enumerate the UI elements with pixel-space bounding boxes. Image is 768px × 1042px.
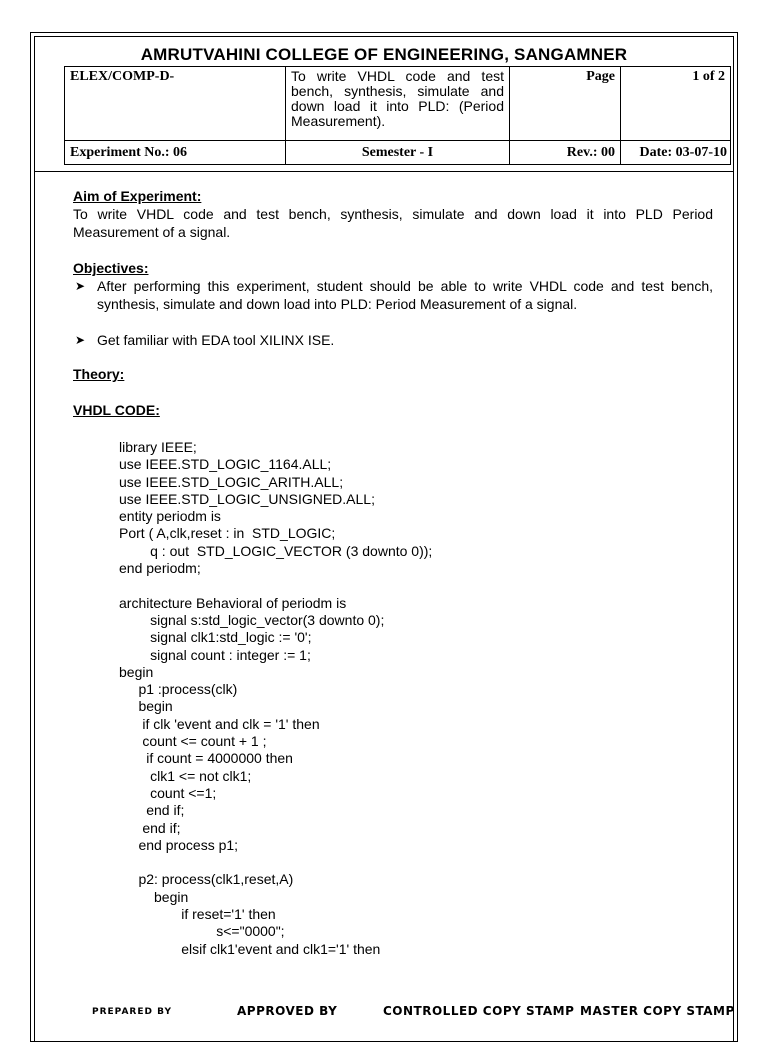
code-line: count <= count + 1 ; [119, 733, 267, 750]
code-line [119, 854, 713, 871]
controlled-copy-stamp-label: CONTROLLED COPY STAMP [383, 1004, 575, 1018]
vhdl-code-block [119, 439, 713, 958]
code-line: begin [119, 698, 173, 715]
college-name: AMRUTVAHINI COLLEGE OF ENGINEERING, SANGAMNER [140, 45, 628, 64]
page-number: 1 of 2 [621, 67, 731, 141]
doc-code: ELEX/COMP-D- [65, 67, 286, 141]
objective-item: ➤ Get familiar with EDA tool XILINX ISE. [75, 332, 335, 348]
master-copy-stamp-label: MASTER COPY STAMP [580, 1004, 735, 1018]
code-line: signal clk1:std_logic := '0'; [119, 629, 312, 646]
date: Date: 03-07-10 [621, 141, 731, 165]
code-line: Port ( A,clk,reset : in STD_LOGIC; [119, 525, 336, 542]
code-line: signal count : integer := 1; [119, 646, 311, 663]
code-line: library IEEE; [119, 439, 197, 455]
code-line: entity periodm is [119, 508, 221, 525]
code-line: end process p1; [119, 836, 239, 853]
code-line: signal s:std_logic_vector(3 downto 0); [119, 611, 385, 628]
code-line: begin [119, 663, 154, 680]
aim-heading: Aim of Experiment: [73, 188, 202, 204]
code-line: clk1 <= not clk1; [119, 767, 252, 784]
code-line: begin [119, 888, 189, 905]
arrow-bullet-icon: ➤ [75, 279, 86, 293]
code-line: end if; [119, 802, 185, 819]
code-line: p1 :process(clk) [119, 681, 238, 698]
aim-text: To write VHDL code and test bench, synthesis, simulate and down load it into PLD Period Measurement of a signal. [73, 206, 713, 240]
experiment-number: Experiment No.: 06 [65, 141, 286, 165]
code-line: if count = 4000000 then [119, 750, 293, 767]
objectives-heading: Objectives: [73, 260, 149, 276]
code-line: p2: process(clk1,reset,A) [119, 871, 294, 888]
code-line: if clk 'event and clk = '1' then [119, 715, 320, 732]
code-line: use IEEE.STD_LOGIC_UNSIGNED.ALL; [119, 490, 375, 507]
code-line: if reset='1' then [119, 906, 276, 923]
code-line: s<="0000"; [119, 923, 285, 940]
code-line: count <=1; [119, 784, 217, 801]
code-line: end if; [119, 819, 181, 836]
approved-by-label: APPROVED BY [237, 1004, 338, 1018]
header-table [64, 66, 731, 165]
code-line: use IEEE.STD_LOGIC_1164.ALL; [119, 456, 332, 473]
code-line: end periodm; [119, 560, 201, 577]
code-line: use IEEE.STD_LOGIC_ARITH.ALL; [119, 473, 344, 490]
semester: Semester - I [286, 141, 510, 165]
theory-heading: Theory: [73, 366, 125, 382]
code-line: architecture Behavioral of periodm is [119, 594, 347, 611]
code-line: elsif clk1'event and clk1='1' then [119, 940, 381, 957]
page-label: Page [510, 67, 621, 141]
code-line [119, 577, 713, 594]
prepared-by-label: PREPARED BY [92, 1007, 172, 1017]
objectives-list [73, 277, 713, 349]
experiment-title: To write VHDL code and test bench, synthesis, simulate and down load it into PLD: (Period Measurement). [286, 67, 510, 141]
objective-item: ➤ After performing this experiment, student should be able to write VHDL code and test bench, synthesis, simulate and down load into PLD: Period Measurement of a signal. [75, 278, 713, 312]
arrow-bullet-icon: ➤ [75, 333, 86, 347]
vhdl-code-heading: VHDL CODE: [73, 402, 160, 418]
code-line: q : out STD_LOGIC_VECTOR (3 downto 0)); [119, 542, 433, 559]
document-body [73, 187, 713, 958]
revision: Rev.: 00 [510, 141, 621, 165]
header-rule [34, 171, 734, 172]
